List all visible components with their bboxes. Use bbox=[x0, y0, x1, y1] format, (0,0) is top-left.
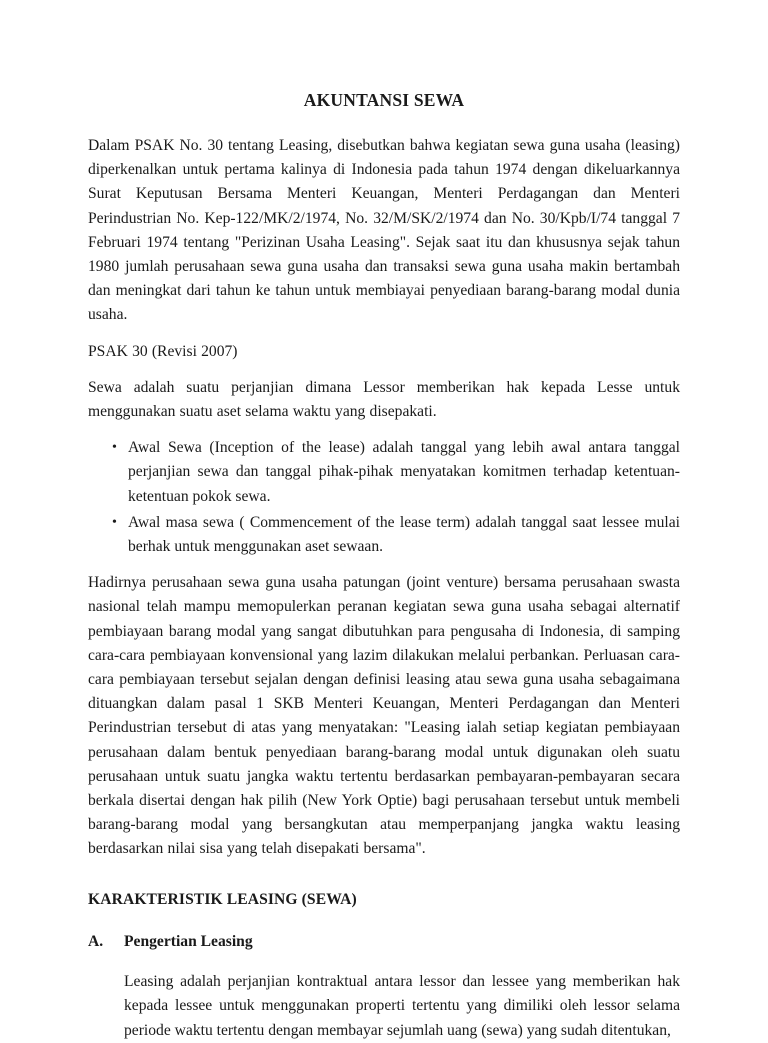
psak-revision-label: PSAK 30 (Revisi 2007) bbox=[88, 342, 238, 360]
bullet-marker-icon: • bbox=[112, 514, 117, 530]
section-heading-karakteristik: KARAKTERISTIK LEASING (SEWA) bbox=[88, 890, 357, 908]
paragraph-joint-venture: Hadirnya perusahaan sewa guna usaha patungan (joint venture) bersama perusahaan swasta nasional telah mampu memopulerkan peranan kegiatan sewa guna usaha sebagai alternatif pembiayaan barang modal yang sangat dibutuhkan para pengusaha di Indonesia, di samping cara-cara pembiayaan konvensional yang lazim dilakukan melalui perbankan. Perluasan cara-cara pembiayaan tersebut sejalan dengan definisi leasing atau sewa guna usaha sebagaimana dituangkan dalam pasal 1 SKB Menteri Keuangan, Menteri Perdagangan dan Menteri Perindustrian tersebut di atas yang menyatakan: "Leasing ialah setiap kegiatan pembiayaan perusahaan dalam bentuk penyediaan barang-barang modal untuk digunakan oleh suatu perusahaan untuk suatu jangka waktu tertentu berdasarkan pembayaran-pembayaran secara berkala disertai dengan hak pilih (New York Optie) bagi perusahaan tersebut untuk membeli barang-barang modal yang bersangkutan atau memperpanjang jangka waktu leasing berdasarkan nilai sisa yang telah disepakati bersama". bbox=[88, 574, 680, 858]
list-item bbox=[88, 436, 680, 509]
list-item bbox=[88, 511, 680, 559]
list-item-text: Awal Sewa (Inception of the lease) adalah tanggal yang lebih awal antara tanggal perjanjian sewa dan tanggal pihak-pihak menyatakan komitmen terhadap ketentuan-ketentuan pokok sewa. bbox=[128, 439, 680, 505]
subsection-heading bbox=[88, 930, 680, 954]
page-title: AKUNTANSI SEWA bbox=[303, 90, 465, 110]
bullet-marker-icon: • bbox=[112, 440, 117, 456]
paragraph-intro: Dalam PSAK No. 30 tentang Leasing, disebutkan bahwa kegiatan sewa guna usaha (leasing) diperkenalkan untuk pertama kalinya di Indonesia pada tahun 1974 dengan dikeluarkannya Surat Keputusan Bersama Menteri Keuangan, Menteri Perdagangan dan Menteri Perindustrian No. Kep-122/MK/2/1974, No. 32/M/SK/2/1974 dan No. 30/Kpb/I/74 tanggal 7 Februari 1974 tentang "Perizinan Usaha Leasing". Sejak saat itu dan khususnya sejak tahun 1980 jumlah perusahaan sewa guna usaha dan transaksi sewa guna usaha makin bertambah dan meningkat dari tahun ke tahun untuk membiayai penyediaan barang-barang modal dunia usaha. bbox=[88, 137, 680, 324]
subsection-title: Pengertian Leasing bbox=[124, 932, 253, 950]
list-item-text: Awal masa sewa ( Commencement of the lease term) adalah tanggal saat lessee mulai berhak untuk menggunakan aset sewaan. bbox=[128, 513, 680, 556]
subsection-body-text: Leasing adalah perjanjian kontraktual antara lessor dan lessee yang memberikan hak kepada lessee untuk menggunakan properti tertentu yang dimiliki oleh lessor selama periode waktu tertentu dengan membayar sejumlah uang (sewa) yang sudah ditentukan, bbox=[124, 973, 680, 1039]
paragraph-lease-definition: Sewa adalah suatu perjanjian dimana Lessor memberikan hak kepada Lesse untuk menggunakan suatu aset selama waktu yang disepakati. bbox=[88, 378, 680, 421]
subsection-letter: A. bbox=[88, 932, 104, 950]
definition-bullet-list bbox=[88, 436, 680, 559]
